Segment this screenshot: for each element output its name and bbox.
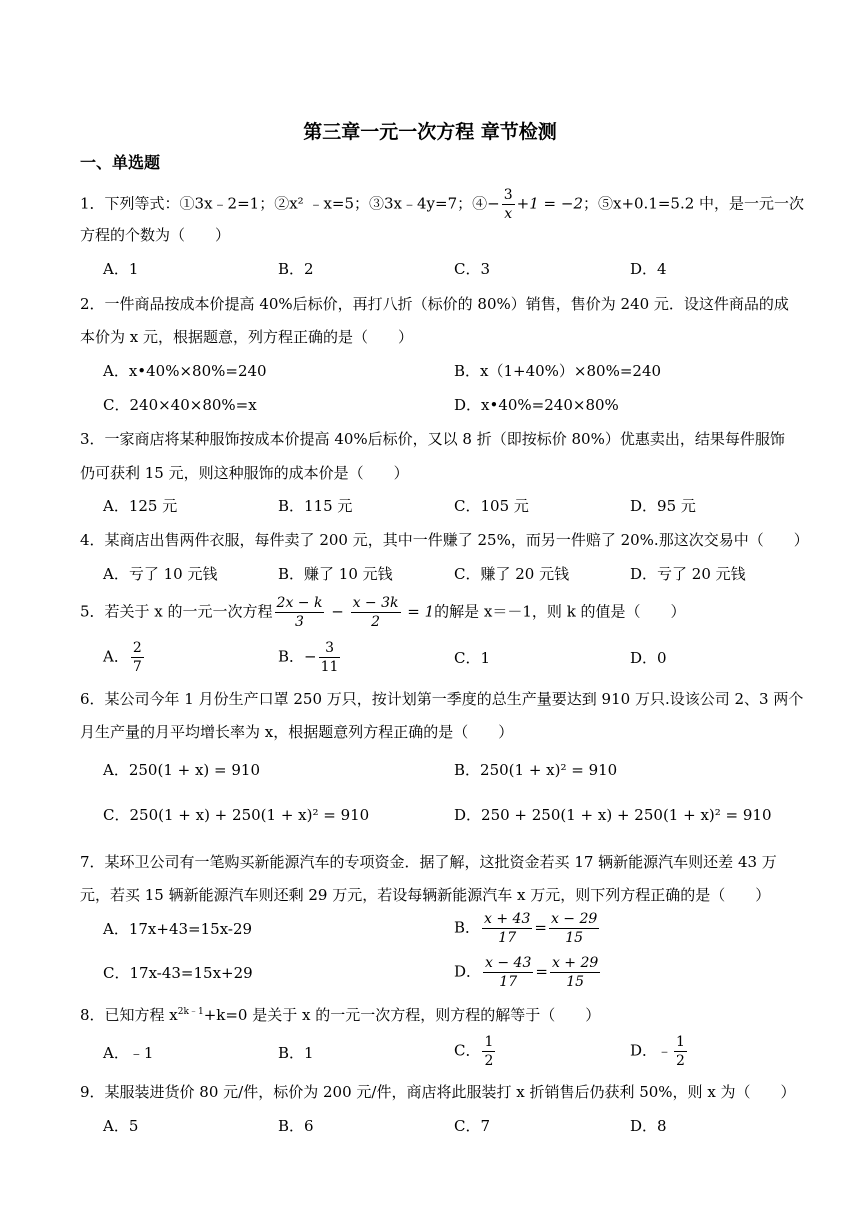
fraction: $\frac{1}{2}$ [676,1034,685,1069]
fraction: $\frac{x + 29}{15}$ [551,955,599,990]
fraction: $\frac{1}{2}$ [484,1034,494,1069]
question-3-line-1: 3．一家商店将某种服饰按成本价提高 40%后标价，又以 8 折（即按标价 80%）优惠卖出，结果每件服饰 [80,430,785,448]
question-9-line-1: 9．某服装进货价 80 元/件，标价为 200 元/件，商店将此服装打 x 折销售后仍获利 50%，则 x 为（ ） [80,1083,796,1101]
fraction: $\frac{x - 3k}{2}$ [352,595,399,630]
fraction: $\frac{3}{x}$ [503,187,513,222]
option-a[interactable]: A．5 [103,1117,139,1135]
option-c[interactable]: C．7 [454,1117,491,1135]
option-a[interactable]: A．1 [103,260,139,278]
page-title: 第三章一元一次方程 章节检测 [303,121,557,143]
option-d[interactable]: D．亏了 20 元钱 [630,565,746,583]
question-3-line-2: 仍可获利 15 元，则这种服饰的成本价是（ ） [80,464,409,482]
option-d[interactable]: D．﹣ $\frac{1}{2}$ [630,1034,685,1069]
option-d[interactable]: D．8 [630,1117,667,1135]
option-a[interactable]: A．17x+43=15x-29 [103,920,253,938]
option-a[interactable]: A．亏了 10 元钱 [103,565,218,583]
equation-tail: +1 = −2 [516,194,583,213]
option-a[interactable]: A．﹣1 [103,1044,154,1062]
option-a[interactable]: A． $\frac{2}{7}$ [103,640,142,675]
question-1-line-1: 1．下列等式：①3x﹣2=1；②x² ﹣x=5；③3x﹣4y=7；④− $\frac{3}{x}$ +1 = −2；⑤x+0.1=5.2 中，是一元一次 [80,187,805,222]
question-7-line-1: 7．某环卫公司有一笔购买新能源汽车的专项资金．据了解，这批资金若买 17 辆新能源汽车则还差 43 万 [80,853,777,871]
option-c[interactable]: C．3 [454,260,491,278]
option-d[interactable]: D．250 + 250(1 + x) + 250(1 + x)² = 910 [454,806,772,824]
option-d[interactable]: D．x•40%=240×80% [454,396,619,414]
section-heading: 一、单选题 [80,153,161,172]
option-b[interactable]: B．x（1+40%）×80%=240 [454,362,662,380]
option-c[interactable]: C．1 [454,649,491,667]
question-text: 5．若关于 x 的一元一次方程 [80,602,273,621]
option-b[interactable]: B． $\frac{x + 43}{17}$ = $\frac{x - 29}{15}$ [454,911,598,946]
question-5-line-1: 5．若关于 x 的一元一次方程 $\frac{2x - k}{3}$ − $\frac{x - 3k}{2}$ = 1的解是 x＝－1，则 k 的值是（ ） [80,595,686,630]
fraction: $\frac{x + 43}{17}$ [484,911,531,946]
question-2-line-1: 2．一件商品按成本价提高 40%后标价，再打八折（标价的 80%）销售，售价为 240 元．设这件商品的成 [80,295,789,313]
option-b[interactable]: B．赚了 10 元钱 [278,565,393,583]
option-b[interactable]: B．2 [278,260,314,278]
question-8-line-1: 8．已知方程 $x^{2k﹣1}+k=0$ 是关于 x 的一元一次方程，则方程的解等于（ ） [80,1006,601,1024]
option-d[interactable]: D．4 [630,260,667,278]
option-b[interactable]: B．115 元 [278,497,353,515]
question-6-line-1: 6．某公司今年 1 月份生产口罩 250 万只，按计划第一季度的总生产量要达到 910 万只.设该公司 2、3 两个 [80,690,804,708]
option-c[interactable]: C．赚了 20 元钱 [454,565,570,583]
option-a[interactable]: A．250(1 + x) = 910 [103,761,261,779]
fraction: $\frac{2x - k}{3}$ [276,595,323,630]
question-text: 1．下列等式：①3x﹣2=1；②x² ﹣x=5；③3x﹣4y=7；④ [80,194,488,213]
question-text: 的解是 x＝－1，则 k 的值是（ ） [434,602,686,621]
option-d[interactable]: D．0 [630,649,667,667]
question-7-line-2: 元，若买 15 辆新能源汽车则还剩 29 万元，若设每辆新能源汽车 x 万元，则下列方程正确的是（ ） [80,886,771,904]
option-c[interactable]: C．240×40×80%=x [103,396,257,414]
question-text: ；⑤x+0.1=5.2 中，是一元一次 [582,194,805,213]
fraction: $\frac{3}{11}$ [320,640,339,675]
option-c[interactable]: C．17x-43=15x+29 [103,964,253,982]
option-d[interactable]: D．95 元 [630,497,696,515]
option-b[interactable]: B．− $\frac{3}{11}$ [278,640,339,675]
option-c[interactable]: C．105 元 [454,497,529,515]
option-b[interactable]: B．1 [278,1044,314,1062]
fraction: $\frac{x - 43}{17}$ [485,955,532,990]
option-b[interactable]: B．6 [278,1117,314,1135]
question-1-line-2: 方程的个数为（ ） [80,226,231,244]
question-4-line-1: 4．某商店出售两件衣服，每件卖了 200 元，其中一件赚了 25%，而另一件赔了 20%.那这次交易中（ ） [80,531,809,549]
question-2-line-2: 本价为 x 元，根据题意，列方程正确的是（ ） [80,328,413,346]
option-c[interactable]: C． $\frac{1}{2}$ [454,1034,494,1069]
question-6-line-2: 月生产量的月平均增长率为 x，根据题意列方程正确的是（ ） [80,723,514,741]
fraction: $\frac{2}{7}$ [132,640,142,675]
option-b[interactable]: B．250(1 + x)² = 910 [454,761,618,779]
option-c[interactable]: C．250(1 + x) + 250(1 + x)² = 910 [103,806,370,824]
option-a[interactable]: A．125 元 [103,497,178,515]
fraction: $\frac{x - 29}{15}$ [550,911,598,946]
option-a[interactable]: A．x•40%×80%=240 [103,362,267,380]
option-d[interactable]: D． $\frac{x - 43}{17}$ = $\frac{x + 29}{15}$ [454,955,599,990]
